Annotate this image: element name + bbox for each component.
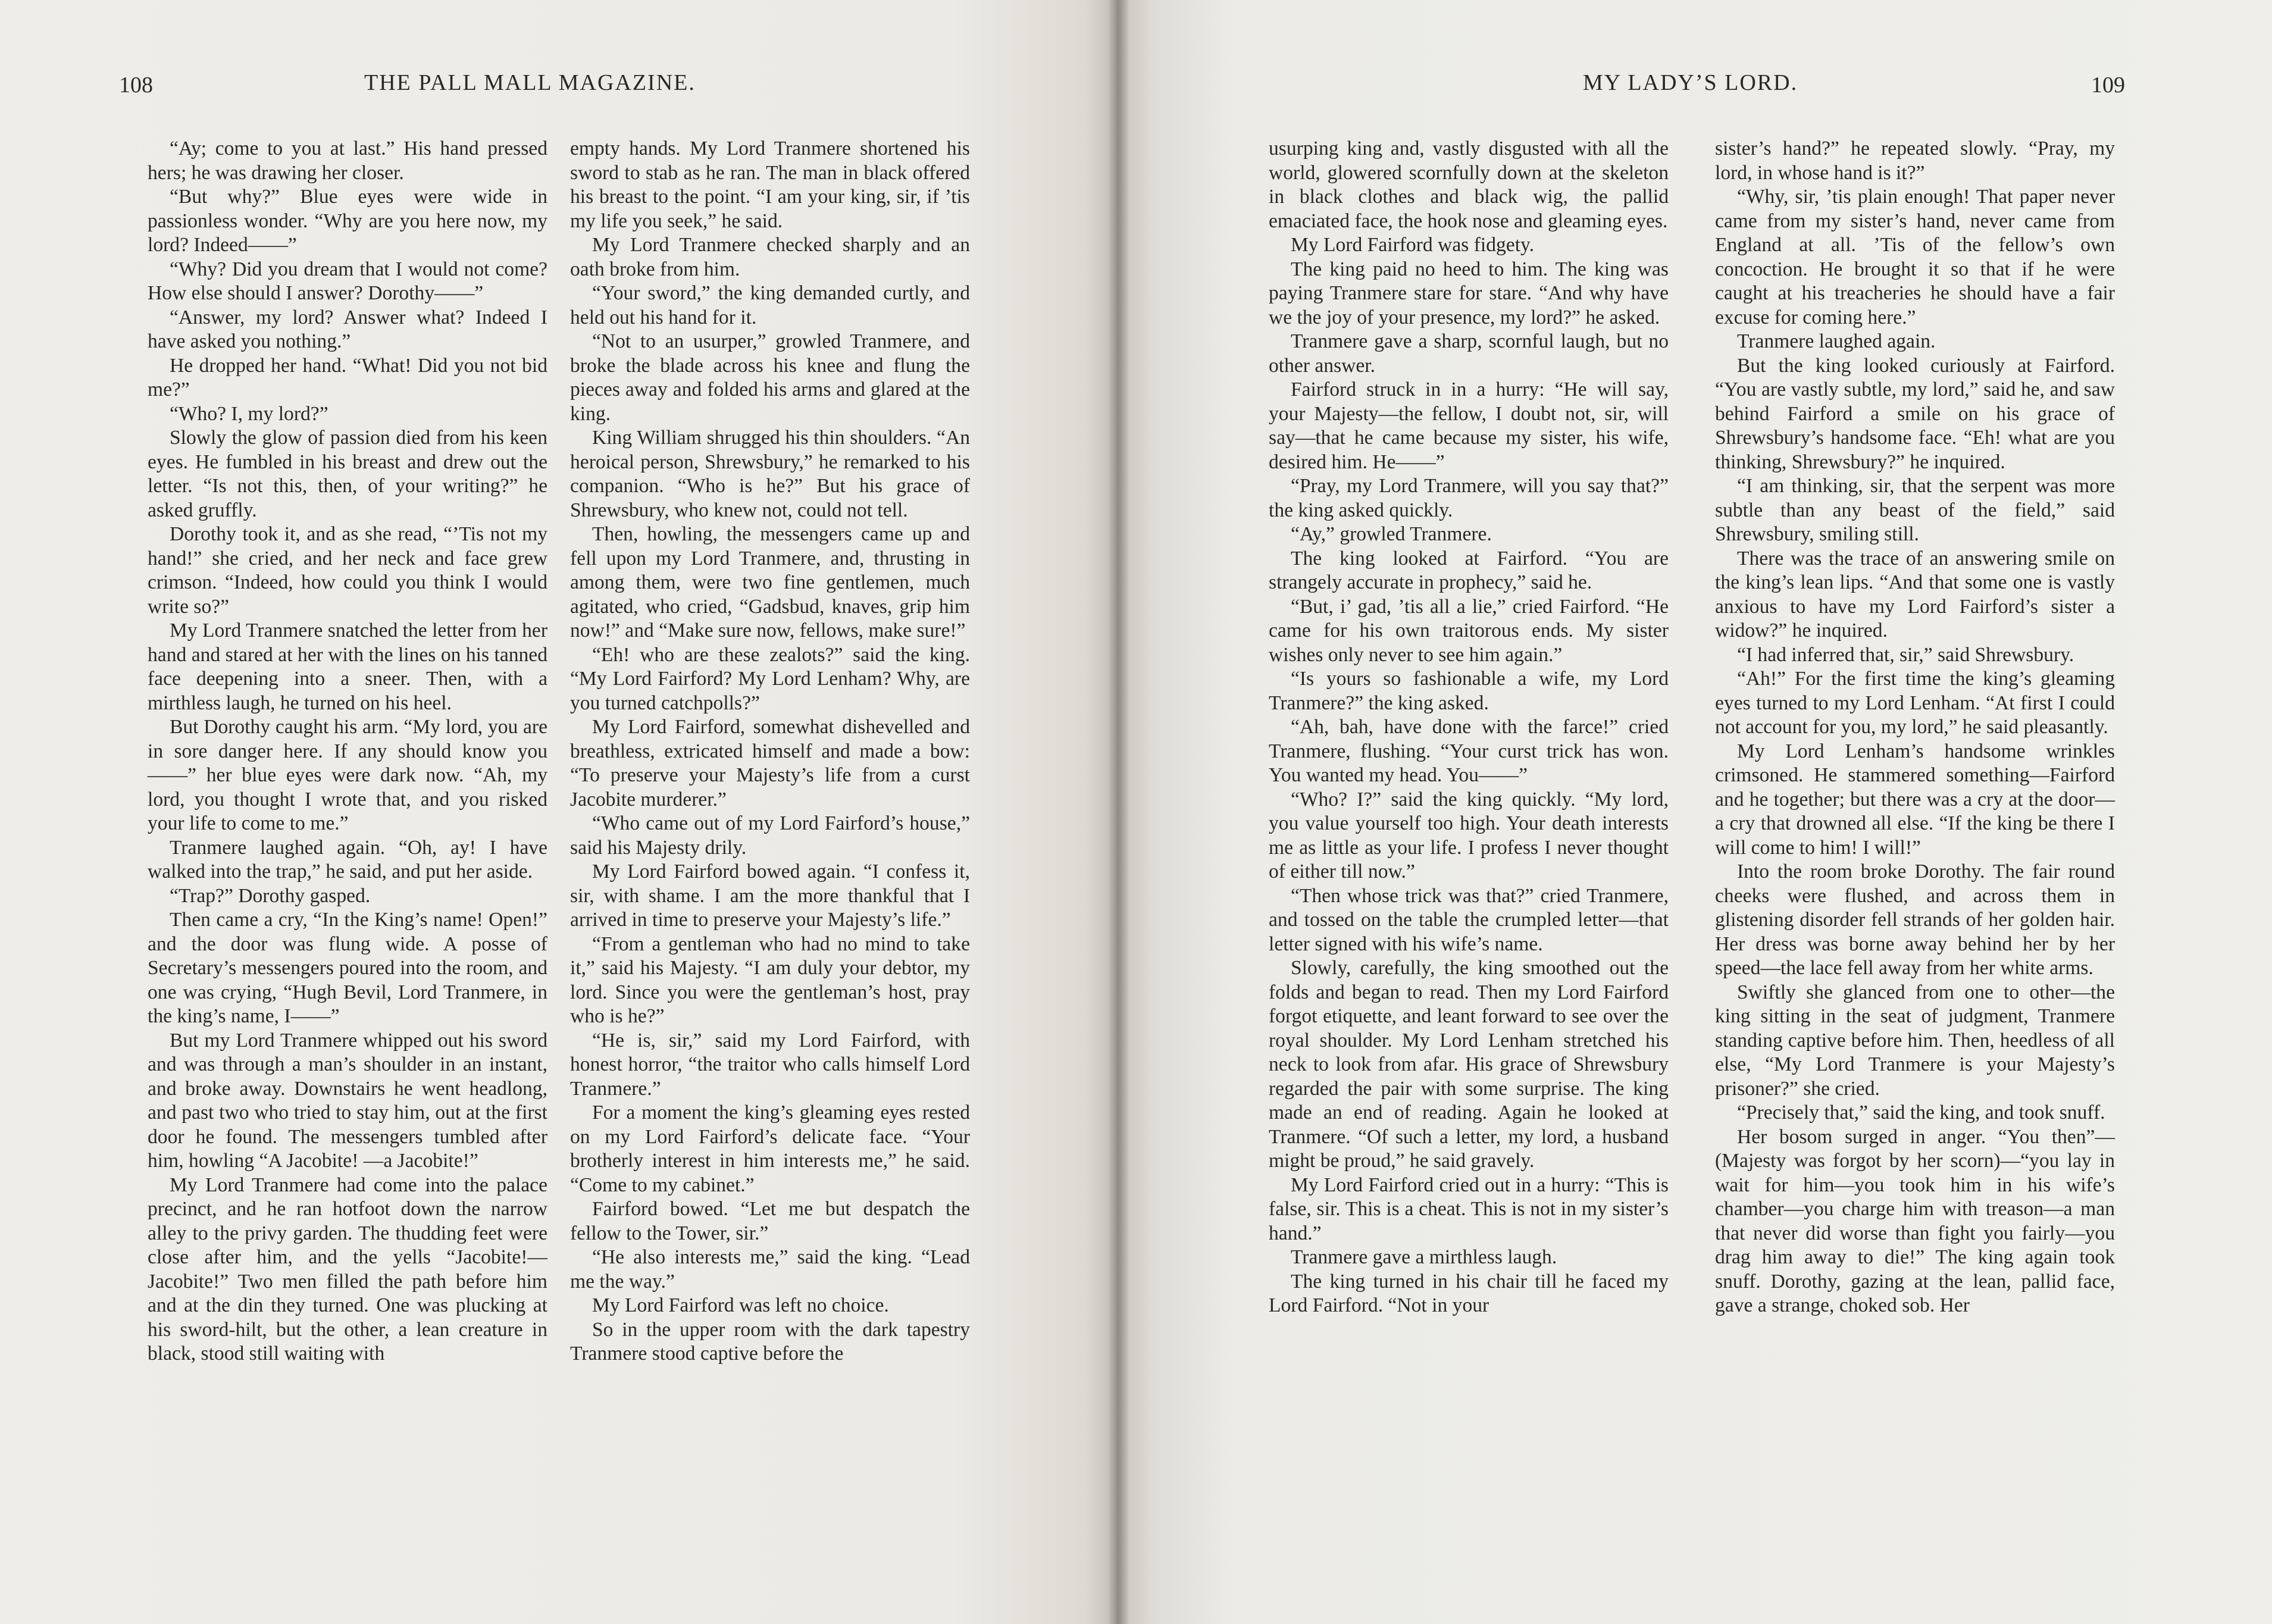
paragraph: Then, howling, the messengers came up and fell upon my Lord Tranmere, and, thrusting in among them, were two fine gentlemen, much agitated, who cried, “Gadsbud, knaves, grip him now!” and “Make sure now, fellows, make sure!” <box>570 523 970 642</box>
paragraph: Then came a cry, “In the King’s name! Open!” and the door was flung wide. A posse of Secretary’s messengers poured into the room, and one was crying, “Hugh Bevil, Lord Tranmere, in the king’s name, I——” <box>148 909 547 1027</box>
paragraph: “Is yours so fashionable a wife, my Lord Tranmere?” the king asked. <box>1269 668 1669 714</box>
paragraph: Tranmere gave a mirthless laugh. <box>1290 1246 1557 1268</box>
paragraph: Tranmere laughed again. <box>1736 330 1936 352</box>
paragraph: My Lord Fairford was fidgety. <box>1290 234 1535 256</box>
paragraph: Fairford struck in in a hurry: “He will say, your Majesty—the fellow, I doubt not, sir, will say—that he came because my sister, his wife, desired him. He——” <box>1269 378 1669 473</box>
paragraph: “Why, sir, ’tis plain enough! That paper never came from my sister’s hand, never came from England at all. ’Tis of the fellow’s own concoction. He brought it so that if he were caught at his treacheries he should have a fair excuse for coming here.” <box>1715 186 2115 328</box>
paragraph: usurping king and, vastly disgusted with all the world, glowered scornfully down at the skeleton in black clothes and black wig, the pallid emaciated face, the hook nose and gleaming eyes. <box>1269 137 1669 232</box>
paragraph: “Who? I, my lord?” <box>169 402 328 425</box>
paragraph: sister’s hand?” he repeated slowly. “Pray, my lord, in whose hand is it?” <box>1715 137 2115 184</box>
left-page <box>0 0 1119 1624</box>
running-head-left: THE PALL MALL MAGAZINE. <box>364 70 696 95</box>
paragraph: “I am thinking, sir, that the serpent was more subtle than any beast of the field,” said Shrewsbury, smiling still. <box>1715 475 2115 545</box>
paragraph: Her bosom surged in anger. “You then”—(Majesty was forgot by her scorn)—“you lay in wait for him—you took him in his wife’s chamber—you charge him with treason—a man that never did worse than fight you fairly—you drag him away to die!” The king again took snuff. Dorothy, gazing at the lean, pallid face, gave a strange, choked sob. Her <box>1715 1125 2115 1316</box>
paragraph: “Eh! who are these zealots?” said the king. “My Lord Fairford? My Lord Lenham? Why, are you turned catchpolls?” <box>570 643 970 714</box>
paragraph: King William shrugged his thin shoulders. “An heroical person, Shrewsbury,” he remarked to his companion. “Who is he?” But his grace of Shrewsbury, who knew not, could not tell. <box>570 427 970 521</box>
page-number-right: 109 <box>2091 73 2125 98</box>
paragraph: “Ah!” For the first time the king’s gleaming eyes turned to my Lord Lenham. “At first I could not account for you, my lord,” he said pleasantly. <box>1715 668 2115 738</box>
paragraph: Slowly, carefully, the king smoothed out the folds and began to read. Then my Lord Fairford forgot etiquette, and leant forward to see over the royal shoulder. My Lord Lenham stretched his neck to look from afar. His grace of Shrewsbury regarded the pair with some surprise. The king made an end of reading. Again he looked at Tranmere. “Of such a letter, my lord, a husband might be proud,” he said gravely. <box>1269 957 1669 1172</box>
paragraph: There was the trace of an answering smile on the king’s lean lips. “And that some one is vastly anxious to have my Lord Fairford’s sister a widow?” he inquired. <box>1715 547 2115 642</box>
paragraph: “From a gentleman who had no mind to take it,” said his Majesty. “I am duly your debtor, my lord. Since you were the gentleman’s host, pray who is he?” <box>570 933 970 1027</box>
paragraph: Into the room broke Dorothy. The fair round cheeks were flushed, and across them in glistening disorder fell strands of her golden hair. Her dress was borne away behind her by her speed—the lace fell away from her white arms. <box>1715 860 2115 979</box>
paragraph: The king looked at Fairford. “You are strangely accurate in prophecy,” said he. <box>1269 547 1669 593</box>
paragraph: But Dorothy caught his arm. “My lord, you are in sore danger here. If any should know you——” her blue eyes were dark now. “Ah, my lord, you thought I wrote that, and you risked your life to come to me.” <box>148 716 547 834</box>
paragraph: But the king looked curiously at Fairford. “You are vastly subtle, my lord,” said he, and saw behind Fairford a smile on his grace of Shrewsbury’s handsome face. “Eh! what are you thinking, Shrewsbury?” he inquired. <box>1715 354 2115 473</box>
paragraph: My Lord Fairford cried out in a hurry: “This is false, sir. This is a cheat. This is not in my sister’s hand.” <box>1269 1174 1669 1244</box>
paragraph: “Ay; come to you at last.” His hand pressed hers; he was drawing her closer. <box>148 137 547 184</box>
paragraph: “Why? Did you dream that I would not come? How else should I answer? Dorothy——” <box>148 258 547 304</box>
paragraph: “He is, sir,” said my Lord Fairford, with honest horror, “the traitor who calls himself Lord Tranmere.” <box>570 1029 970 1100</box>
paragraph: For a moment the king’s gleaming eyes rested on my Lord Fairford’s delicate face. “Your brotherly interest in him interests me,” he said. “Come to my cabinet.” <box>570 1102 970 1196</box>
text-column-left-2 <box>570 137 970 1366</box>
paragraph: My Lord Fairford, somewhat dishevelled and breathless, extricated himself and made a bow: “To preserve your Majesty’s life from a curst Jacobite murderer.” <box>570 716 970 811</box>
paragraph: “Ah, bah, have done with the farce!” cried Tranmere, flushing. “Your curst trick has won. You wanted my head. You——” <box>1269 716 1669 786</box>
paragraph: He dropped her hand. “What! Did you not bid me?” <box>148 354 547 400</box>
paragraph: Dorothy took it, and as she read, “’Tis not my hand!” she cried, and her neck and face grew crimson. “Indeed, how could you think I would write so?” <box>148 523 547 618</box>
text-column-right-1 <box>1269 137 1669 1318</box>
paragraph: “Not to an usurper,” growled Tranmere, and broke the blade across his knee and flung the pieces away and folded his arms and glared at the king. <box>570 330 970 425</box>
book-gutter <box>1108 0 1129 1624</box>
paragraph: “I had inferred that, sir,” said Shrewsbury. <box>1736 643 2074 666</box>
paragraph: “Answer, my lord? Answer what? Indeed I have asked you nothing.” <box>148 306 547 352</box>
paragraph: The king paid no heed to him. The king was paying Tranmere stare for stare. “And why have we the joy of your presence, my lord?” he asked. <box>1269 258 1669 328</box>
paragraph: My Lord Tranmere checked sharply and an oath broke from him. <box>570 234 970 280</box>
running-head-right: MY LADY’S LORD. <box>1583 70 1798 95</box>
paragraph: Slowly the glow of passion died from his keen eyes. He fumbled in his breast and drew out the letter. “Is not this, then, of your writing?” he asked gruffly. <box>148 427 547 521</box>
paragraph: “Who came out of my Lord Fairford’s house,” said his Majesty drily. <box>570 812 970 859</box>
paragraph: “He also interests me,” said the king. “Lead me the way.” <box>570 1246 970 1293</box>
paragraph: “Your sword,” the king demanded curtly, and held out his hand for it. <box>570 282 970 328</box>
paragraph: empty hands. My Lord Tranmere shortened his sword to stab as he ran. The man in black offered his breast to the point. “I am your king, sir, if ’tis my life you seek,” he said. <box>570 137 970 232</box>
paragraph: Fairford bowed. “Let me but despatch the fellow to the Tower, sir.” <box>570 1198 970 1244</box>
text-column-left-1 <box>148 137 547 1366</box>
text-column-right-2 <box>1715 137 2115 1318</box>
paragraph: My Lord Fairford bowed again. “I confess it, sir, with shame. I am the more thankful that I arrived in time to preserve your Majesty’s life.” <box>570 860 970 931</box>
paragraph: Tranmere laughed again. “Oh, ay! I have walked into the trap,” he said, and put her aside. <box>148 836 547 883</box>
paragraph: “But why?” Blue eyes were wide in passionless wonder. “Why are you here now, my lord? Indeed——” <box>148 186 547 256</box>
paragraph: My Lord Tranmere had come into the palace precinct, and he ran hotfoot down the narrow alley to the privy garden. The thudding feet were close after him, and the yells “Jacobite!—Jacobite!” Two men filled the path before him and at the din they turned. One was plucking at his sword-hilt, but the other, a lean creature in black, stood still waiting with <box>148 1174 547 1365</box>
paragraph: “Trap?” Dorothy gasped. <box>169 884 371 907</box>
paragraph: My Lord Fairford was left no choice. <box>592 1294 889 1316</box>
paragraph: The king turned in his chair till he faced my Lord Fairford. “Not in your <box>1269 1270 1669 1316</box>
paragraph: “Who? I?” said the king quickly. “My lord, you value yourself too high. Your death interests me as little as your life. I profess I never thought of either till now.” <box>1269 788 1669 883</box>
paragraph: “Ay,” growled Tranmere. <box>1290 523 1492 545</box>
page-number-left: 108 <box>119 73 153 98</box>
paragraph: But my Lord Tranmere whipped out his sword and was through a man’s shoulder in an instant, and broke away. Downstairs he went headlong, and past two who tried to stay him, out at the first door he found. The messengers tumbled after him, howling “A Jacobite! —a Jacobite!” <box>148 1029 547 1172</box>
paragraph: My Lord Lenham’s handsome wrinkles crimsoned. He stammered something—Fairford and he together; but there was a cry at the door—a cry that drowned all else. “If the king be there I will come to him! I will!” <box>1715 740 2115 859</box>
paragraph: So in the upper room with the dark tapestry Tranmere stood captive before the <box>570 1318 970 1365</box>
paragraph: “Precisely that,” said the king, and took snuff. <box>1736 1102 2105 1124</box>
paragraph: “Pray, my Lord Tranmere, will you say that?” the king asked quickly. <box>1269 475 1669 521</box>
paragraph: My Lord Tranmere snatched the letter from her hand and stared at her with the lines on his tanned face deepening into a sneer. Then, with a mirthless laugh, he turned on his heel. <box>148 619 547 714</box>
paragraph: Tranmere gave a sharp, scornful laugh, but no other answer. <box>1269 330 1669 377</box>
paragraph: Swiftly she glanced from one to other—the king sitting in the seat of judgment, Tranmere standing captive before him. Then, heedless of all else, “My Lord Tranmere is your Majesty’s prisoner?” she cried. <box>1715 981 2115 1100</box>
paragraph: “But, i’ gad, ’tis all a lie,” cried Fairford. “He came for his own traitorous ends. My sister wishes only never to see him again.” <box>1269 595 1669 666</box>
paragraph: “Then whose trick was that?” cried Tranmere, and tossed on the table the crumpled letter—that letter signed with his wife’s name. <box>1269 884 1669 955</box>
